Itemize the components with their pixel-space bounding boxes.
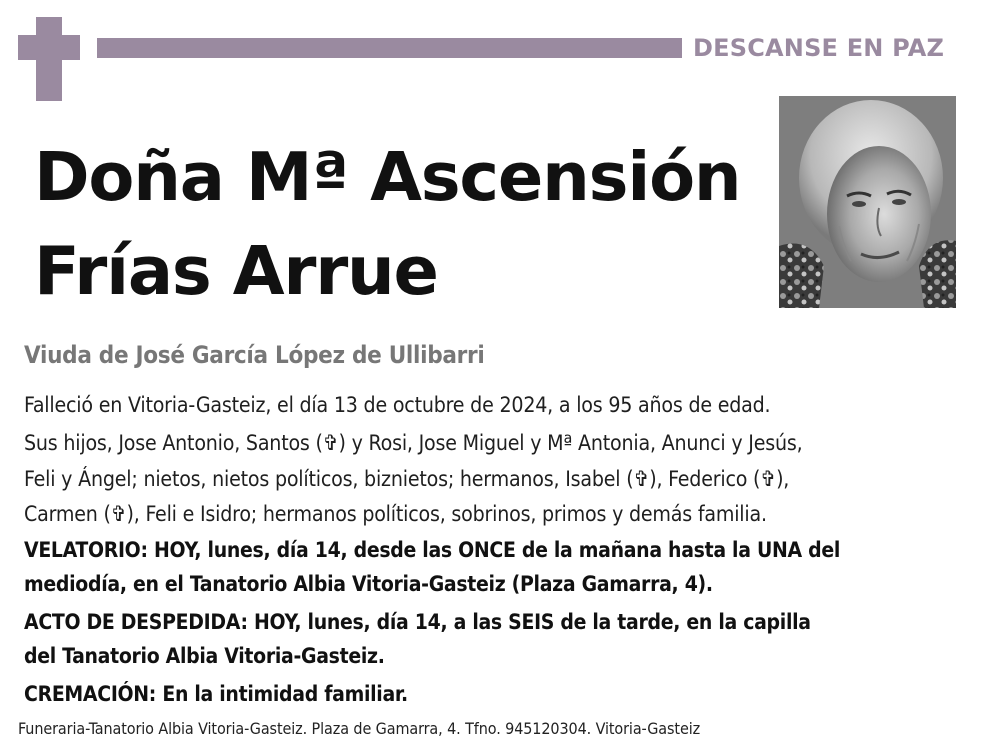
family-list — [24, 425, 974, 532]
family-line-3: Carmen (✞), Feli e Isidro; hermanos políticos, sobrinos, primos y demás familia. — [24, 501, 767, 526]
header-label: DESCANSE EN PAZ — [693, 34, 945, 62]
cremacion — [24, 677, 974, 711]
despedida-line-1: ACTO DE DESPEDIDA: HOY, lunes, día 14, a las SEIS de la tarde, en la capilla — [24, 610, 811, 634]
cremacion-text: CREMACIÓN: En la intimidad familiar. — [24, 682, 408, 706]
despedida — [24, 605, 974, 673]
name-line-1: Doña Mª Ascensión — [34, 138, 741, 216]
footer-text: Funeraria-Tanatorio Albia Vitoria-Gasteiz. Plaza de Gamarra, 4. Tfno. 945120304. Vitoria-Gasteiz — [18, 719, 701, 738]
cross-horizontal-bar — [18, 35, 80, 60]
velatorio-line-1: VELATORIO: HOY, lunes, día 14, desde las ONCE de la mañana hasta la UNA del — [24, 538, 841, 562]
subtitle: Viuda de José García López de Ullibarri — [24, 341, 485, 369]
name-line-2: Frías Arrue — [34, 232, 438, 310]
deceased-name — [34, 130, 764, 318]
velatorio-line-2: mediodía, en el Tanatorio Albia Vitoria-Gasteiz (Plaza Gamarra, 4). — [24, 572, 713, 596]
family-line-2: Feli y Ángel; nietos, nietos políticos, biznietos; hermanos, Isabel (✞), Federico (✞), — [24, 465, 790, 491]
family-line-1: Sus hijos, Jose Antonio, Santos (✞) y Rosi, Jose Miguel y Mª Antonia, Anunci y Jesús, — [24, 430, 803, 455]
death-notice — [24, 387, 974, 422]
despedida-line-2: del Tanatorio Albia Vitoria-Gasteiz. — [24, 644, 385, 668]
portrait-photo — [779, 96, 956, 308]
death-notice-text: Falleció en Vitoria-Gasteiz, el día 13 de octubre de 2024, a los 95 años de edad. — [24, 392, 771, 417]
portrait-image — [779, 96, 956, 308]
header-rule — [97, 38, 682, 58]
velatorio — [24, 533, 974, 601]
